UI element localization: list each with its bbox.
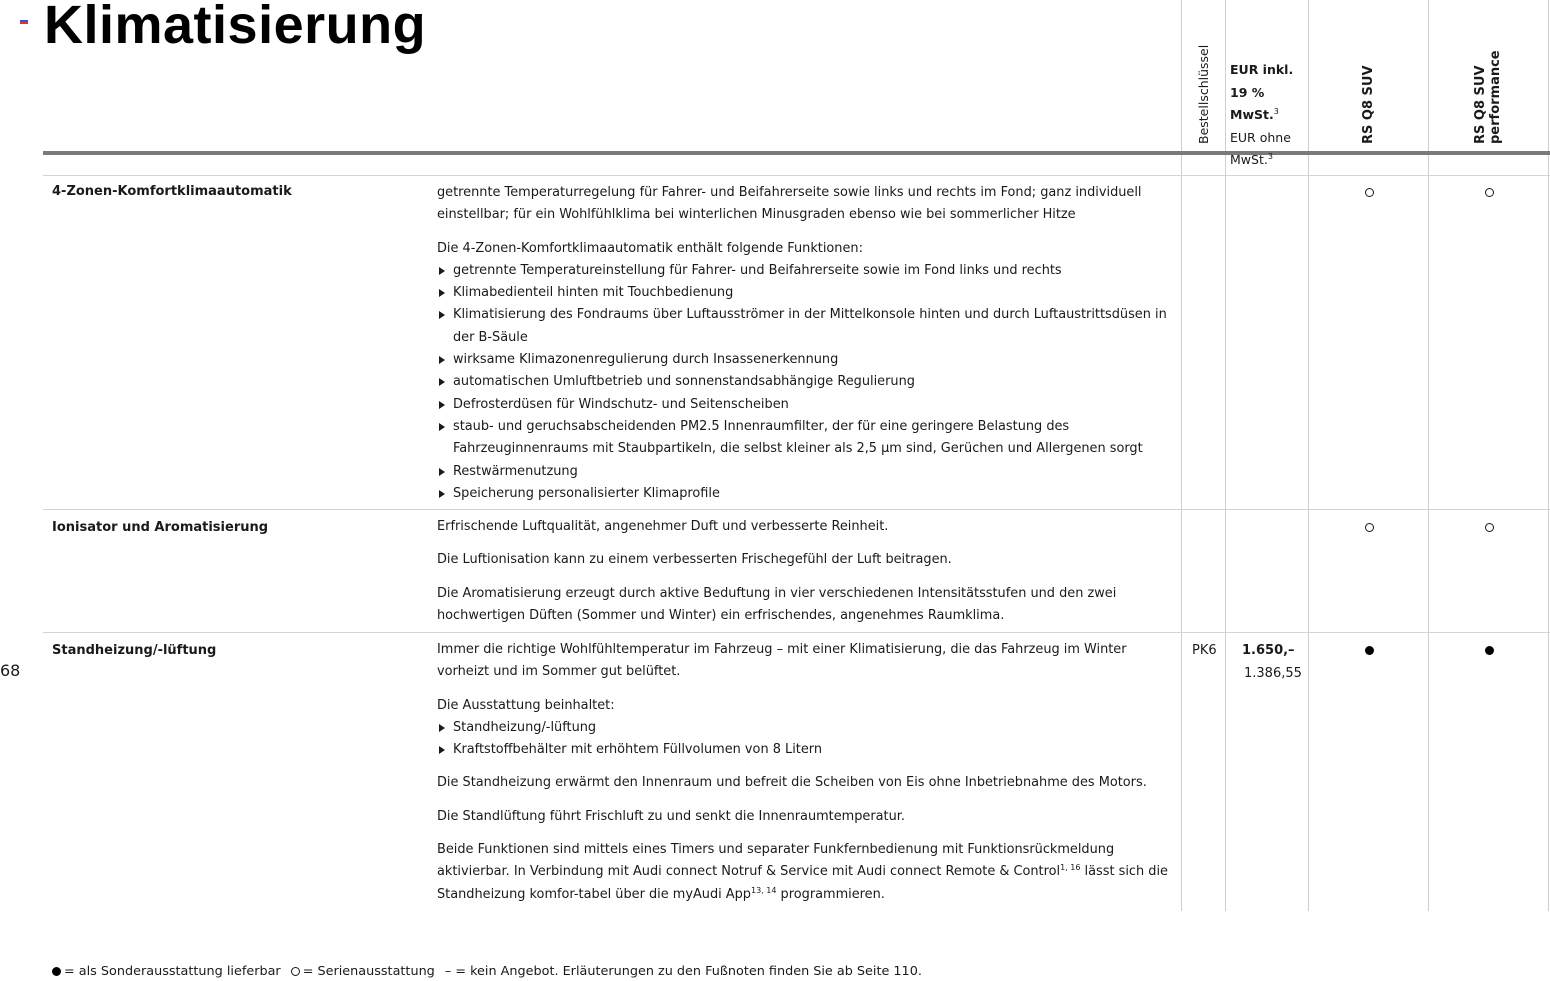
optional-equipment-icon xyxy=(1485,646,1494,655)
brand-flag-icon xyxy=(20,20,28,24)
list-item: staub- und geruchsabscheidenden PM2.5 Innenraumfilter, der für eine geringere Belastung des Fahrzeuginnenraums mit Staubpartikeln, die selbst kleiner als 2,5 µm sind, Gerüchen und Allergenen sorgt xyxy=(437,416,1172,461)
description-paragraph: Erfrischende Luftqualität, angenehmer Duft und verbesserte Reinheit. xyxy=(437,519,889,534)
list-item: Restwärmenutzung xyxy=(437,461,1172,483)
standard-equipment-icon xyxy=(1365,188,1374,197)
footnote-ref: 3 xyxy=(1273,107,1279,116)
list-item: Standheizung/-lüftung xyxy=(437,717,1172,739)
standard-equipment-icon xyxy=(1485,523,1494,532)
header-model-2-line1: RS Q8 SUV xyxy=(1473,65,1488,144)
legend-optional: = als Sonderausstattung lieferbar xyxy=(64,964,281,979)
description-list-intro: Die Ausstattung beinhaltet: xyxy=(437,697,615,713)
list-item: automatischen Umluftbetrieb und sonnenstandsabhängige Regulierung xyxy=(437,371,1172,393)
feature-list xyxy=(437,717,1172,762)
price-net-value: 1.386,55 xyxy=(1244,666,1302,681)
footnote-ref: 13, 14 xyxy=(751,885,777,895)
page-title: Klimatisierung xyxy=(44,0,427,55)
description-text: programmieren. xyxy=(776,886,885,902)
row-title-ionisator: Ionisator und Aromatisierung xyxy=(52,520,269,535)
standard-equipment-icon xyxy=(1485,188,1494,197)
footnote-ref: 3 xyxy=(1267,152,1273,161)
description-paragraph xyxy=(437,839,1172,906)
header-model-1: RS Q8 SUV xyxy=(1361,65,1376,144)
optional-equipment-icon xyxy=(1365,646,1374,655)
row-description-klimaautomatik xyxy=(437,182,1172,516)
header-divider xyxy=(43,151,1550,155)
list-item: Defrosterdüsen für Windschutz- und Seitenscheiben xyxy=(437,394,1172,416)
description-paragraph: Immer die richtige Wohlfühltemperatur im Fahrzeug – mit einer Klimatisierung, die das Fahrzeug im Winter vorheizt und im Sommer gut belüftet. xyxy=(437,642,1127,680)
header-price-gross-vat: 19 % MwSt. xyxy=(1230,84,1274,122)
description-text: lässt sich die Standheizung komfor-tabel über die myAudi App xyxy=(437,864,1168,902)
row-title-klimaautomatik: 4-Zonen-Komfortklimaautomatik xyxy=(52,184,292,199)
list-item: Klimatisierung des Fondraums über Luftausströmer in der Mittelkonsole hinten und durch Luftaustrittsdüsen in der B-Säule xyxy=(437,304,1172,349)
column-divider xyxy=(1428,0,1429,911)
legend-standard: = Serienausstattung xyxy=(302,964,435,979)
column-divider xyxy=(1225,0,1226,911)
column-divider xyxy=(1548,0,1549,911)
column-divider xyxy=(1308,0,1309,911)
description-paragraph: getrennte Temperaturregelung für Fahrer- und Beifahrerseite sowie links und rechts im Fond; ganz individuell einstellbar; für ein Wohlfühlklima bei winterlichen Minusgraden ebenso wie bei sommerlicher Hitze xyxy=(437,185,1142,223)
legend-none: – = kein Angebot. Erläuterungen zu den Fußnoten finden Sie ab Seite 110. xyxy=(444,964,922,979)
price-gross-value: 1.650,– xyxy=(1242,643,1295,658)
legend xyxy=(52,964,922,979)
header-price xyxy=(1230,59,1308,172)
header-order-key: Bestellschlüssel xyxy=(1196,44,1211,144)
header-price-gross-label: EUR inkl. xyxy=(1230,62,1294,77)
list-item: Klimabedienteil hinten mit Touchbedienung xyxy=(437,282,1172,304)
description-paragraph: Die Standlüftung führt Frischluft zu und senkt die Innenraumtemperatur. xyxy=(437,808,905,824)
header-price-net-vat: MwSt. xyxy=(1230,152,1268,167)
order-key-value: PK6 xyxy=(1192,643,1217,658)
list-item: Speicherung personalisierter Klimaprofile xyxy=(437,483,1172,505)
list-item: getrennte Temperatureinstellung für Fahrer- und Beifahrerseite sowie im Fond links und rechts xyxy=(437,260,1172,282)
header-price-net-label: EUR ohne xyxy=(1230,129,1291,145)
row-title-standheizung: Standheizung/-lüftung xyxy=(52,643,217,658)
list-item: wirksame Klimazonenregulierung durch Insassenerkennung xyxy=(437,349,1172,371)
header-model-2-line2: performance xyxy=(1488,50,1503,144)
row-description-standheizung xyxy=(437,639,1172,917)
column-divider xyxy=(1181,0,1182,911)
optional-equipment-icon xyxy=(52,967,61,976)
standard-equipment-icon xyxy=(1365,523,1374,532)
page-number: 68 xyxy=(0,661,21,680)
description-paragraph: Die Aromatisierung erzeugt durch aktive Beduftung in vier verschiedenen Intensitätsstufen und den zwei hochwertigen Düften (Sommer und Winter) ein erfrischendes, angenehmes Raumklima. xyxy=(437,585,1117,623)
description-text: Beide Funktionen sind mittels eines Timers und separater Funkfernbedienung mit Funktionsrückmeldung aktivierbar. In Verbindung mit Audi connect Notruf & Service mit Audi connect Remote & Control xyxy=(437,842,1115,880)
feature-list xyxy=(437,260,1172,505)
list-item: Kraftstoffbehälter mit erhöhtem Füllvolumen von 8 Litern xyxy=(437,739,1172,761)
standard-equipment-icon xyxy=(291,967,300,976)
description-list-intro: Die 4-Zonen-Komfortklimaautomatik enthält folgende Funktionen: xyxy=(437,240,863,256)
header-model-2 xyxy=(1473,50,1503,144)
row-description-ionisator xyxy=(437,516,1172,638)
description-paragraph: Die Luftionisation kann zu einem verbesserten Frischegefühl der Luft beitragen. xyxy=(437,552,952,568)
footnote-ref: 1, 16 xyxy=(1060,863,1081,873)
row-divider xyxy=(43,175,1550,176)
description-paragraph: Die Standheizung erwärmt den Innenraum und befreit die Scheiben von Eis ohne Inbetriebnahme des Motors. xyxy=(437,775,1147,791)
